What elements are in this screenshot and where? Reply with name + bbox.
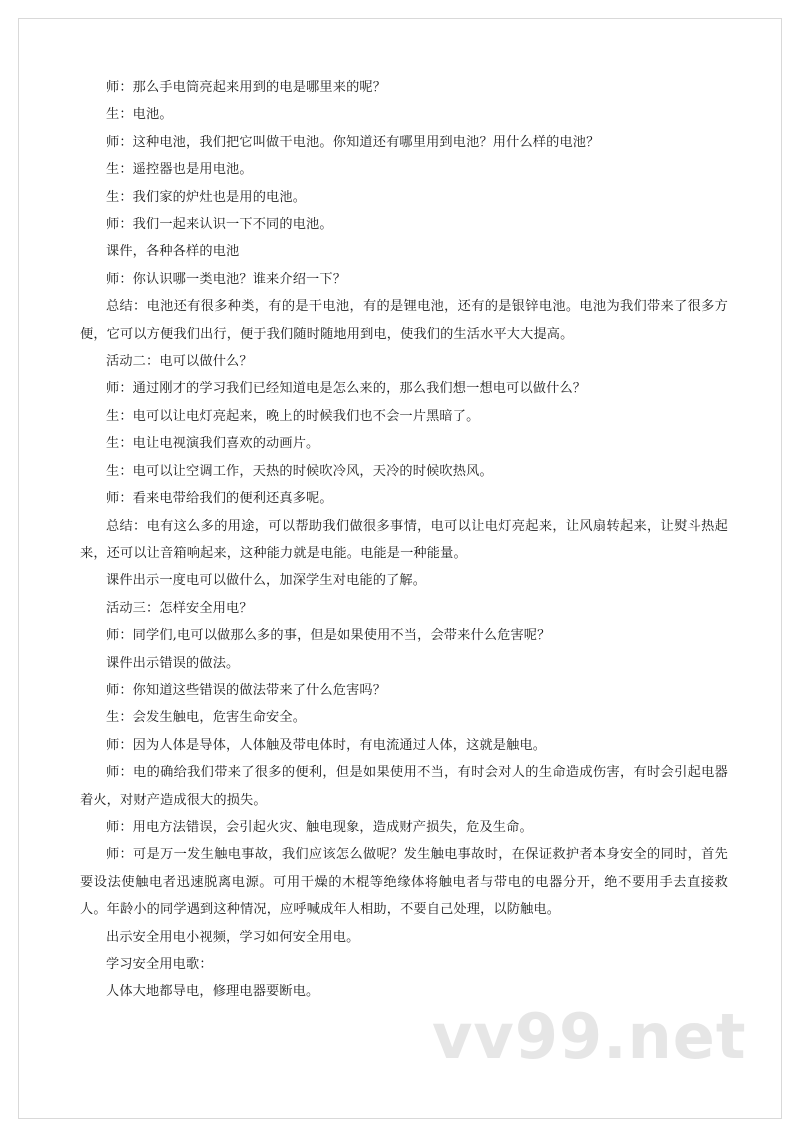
paragraph: 学习安全用电歌：: [106, 957, 213, 972]
paragraph: 总结：电有这么多的用途，可以帮助我们做很多事情，电可以让电灯亮起来，让风扇转起来，让熨斗热起来，还可以让音箱响起来，这种能力就是电能。电能是一种能量。: [80, 518, 728, 561]
paragraph: 师：用电方法错误，会引起火灾、触电现象，造成财产损失，危及生命。: [106, 819, 533, 835]
paragraph: 师：看来电带给我们的便利还真多呢。: [106, 491, 333, 507]
paragraph: 课件出示一度电可以做什么，加深学生对电能的了解。: [106, 573, 427, 589]
paragraph: 生：电可以让空调工作，天热的时候吹冷风，天冷的时候吹热风。: [106, 463, 493, 479]
paragraph: 师：通过刚才的学习我们已经知道电是怎么来的，那么我们想一想电可以做什么？: [106, 381, 587, 397]
paragraph: 师：那么手电筒亮起来用到的电是哪里来的呢？: [106, 80, 387, 95]
document-body: [80, 74, 728, 1006]
paragraph: 出示安全用电小视频，学习如何安全用电。: [106, 929, 360, 945]
paragraph: 生：电可以让电灯亮起来，晚上的时候我们也不会一片黑暗了。: [106, 408, 480, 424]
paragraph: 师：你认识哪一类电池？谁来介绍一下？: [106, 271, 347, 287]
paragraph: 人体大地都导电，修理电器要断电。: [106, 984, 320, 1000]
paragraph: 生：电池。: [106, 107, 173, 123]
paragraph: 师：同学们,电可以做那么多的事，但是如果使用不当，会带来什么危害呢？: [106, 628, 551, 644]
paragraph: 总结：电池还有很多种类，有的是干电池，有的是锂电池，还有的是银锌电池。电池为我们带来了很多方便，它可以方便我们出行，便于我们随时随地用到电，使我们的生活水平大大提高。: [80, 299, 728, 342]
paragraph: 师：你知道这些错误的做法带来了什么危害吗？: [106, 682, 387, 698]
paragraph: 师：电的确给我们带来了很多的便利，但是如果使用不当，有时会对人的生命造成伤害，有时会引起电器着火，对财产造成很大的损失。: [80, 765, 728, 808]
paragraph: 活动二：电可以做什么？: [106, 354, 253, 370]
paragraph: 师：因为人体是导体，人体触及带电体时，有电流通过人体，这就是触电。: [106, 737, 547, 753]
paragraph: 师：可是万一发生触电事故，我们应该怎么做呢？发生触电事故时，在保证救护者本身安全的同时，首先要设法使触电者迅速脱离电源。可用干燥的木棍等绝缘体将触电者与带电的电器分开，绝不要用手去直接救人。年龄小的同学遇到这种情况，应呼喊成年人相助，不要自己处理，以防触电。: [80, 847, 728, 918]
watermark: vv99.net: [432, 1000, 747, 1073]
paragraph: 课件出示错误的做法。: [106, 655, 240, 671]
paragraph: 生：会发生触电，危害生命安全。: [106, 710, 307, 726]
paragraph: 生：我们家的炉灶也是用的电池。: [106, 189, 307, 205]
paragraph: 师：这种电池，我们把它叫做干电池。你知道还有哪里用到电池？用什么样的电池？: [106, 134, 600, 150]
paragraph: 活动三：怎样安全用电？: [106, 600, 253, 616]
paragraph: 师：我们一起来认识一下不同的电池。: [106, 217, 333, 233]
paragraph: 课件，各种各样的电池: [106, 244, 240, 260]
paragraph: 生：遥控器也是用电池。: [106, 162, 253, 178]
paragraph: 生：电让电视演我们喜欢的动画片。: [106, 436, 320, 452]
